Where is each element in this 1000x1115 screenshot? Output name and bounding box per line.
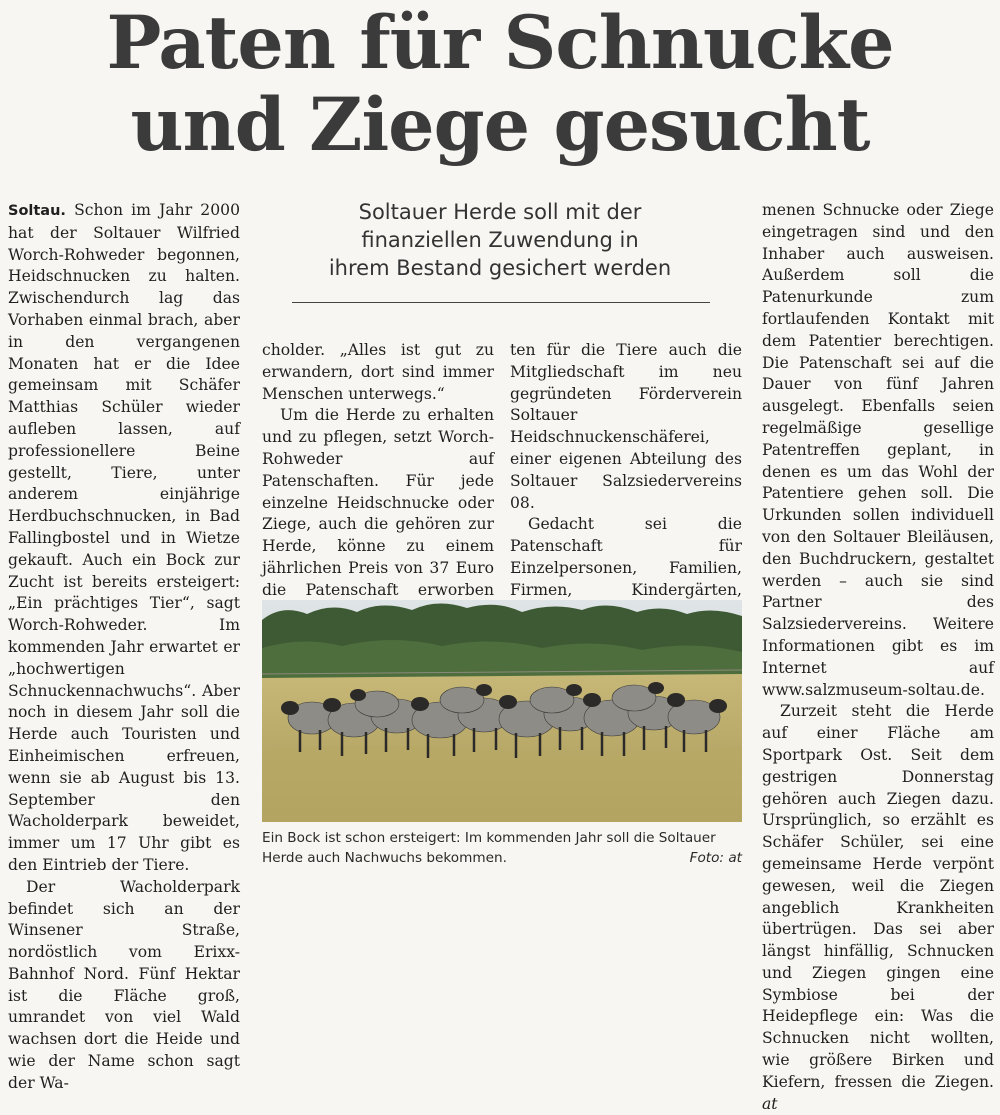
article-paragraph: menen Schnucke oder Ziege eingetragen sind und den Inhaber auch ausweisen. Außerdem soll die Patenurkunde zum fortlaufenden Kontakt mit dem Patentier berechtigen. Die Patenschaft sei auf die Dauer von fünf Jahren ausgelegt. Ebenfalls seien regelmäßige gesellige Patentreffen geplant, in denen es um das Wohl der Patentiere gehen soll. Die Urkunden sollen individuell von den Soltauer Bleiläusen, den Buchdruckern, gestaltet werden – auch sie sind Partner des Salzsiedervereins. Weitere Informationen gibt es im Internet auf www.salzmuseum-soltau.de. bbox=[762, 201, 994, 699]
paragraph-text: Zurzeit steht die Herde auf einer Fläche am Sportpark Ost. Seit dem gestrigen Donnerstag gehören auch Ziegen dazu. Ursprünglich, so erzählt es Schäfer Schüler, sei eine gemeinsame Herde verpönt gewesen, weil die Ziegen angeblich Krankheiten übertrügen. Das sei aber längst hinfällig, Schnucken und Ziegen gingen eine Symbiose bei der Heidepflege ein: Was die Schnucken nicht wollten, wie größere Birken und Kiefern, fressen die Ziegen. bbox=[762, 702, 994, 1091]
subheadline-line-3: ihrem Bestand gesichert werden bbox=[328, 256, 672, 280]
headline-line-2: und Ziege gesucht bbox=[130, 82, 870, 168]
article-column-1 bbox=[8, 200, 240, 1095]
headline-line-1: Paten für Schnucke bbox=[106, 0, 894, 86]
dateline: Soltau. bbox=[8, 203, 66, 219]
article-column-4 bbox=[762, 200, 994, 1115]
subheadline bbox=[290, 198, 710, 282]
photo-credit: Foto: at bbox=[689, 850, 742, 866]
article-paragraph: Gedacht sei die Patenschaft für Einzelpersonen, Familien, Firmen, Kindergärten, bbox=[510, 515, 742, 599]
author-initials: at bbox=[762, 1094, 778, 1113]
subheadline-line-2: finanziellen Zuwendung in bbox=[361, 228, 639, 252]
subheadline-line-1: Soltauer Herde soll mit der bbox=[358, 200, 642, 224]
article-paragraph bbox=[762, 701, 994, 1115]
article-paragraph: Der Wacholderpark befindet sich an der Winsener Straße, nordöstlich vom Erixx-Bahnhof Nord. Fünf Hektar ist die Fläche groß, umrandet von viel Wald wachsen dort die Heide und wie der Name schon sagt der Wa- bbox=[8, 877, 240, 1092]
headline bbox=[0, 2, 1000, 166]
sheep-herd-photo bbox=[262, 600, 742, 822]
article-paragraph: ten für die Tiere auch die Mitgliedschaft im neu gegründeten Förderverein Soltauer Heidschnuckenschäferei, einer eigenen Abteilung des Soltauer Salzsiedervereins 08. bbox=[510, 341, 742, 512]
article-paragraph: cholder. „Alles ist gut zu erwandern, dort sind immer Menschen unterwegs.“ bbox=[262, 341, 494, 403]
article-paragraph: Um die Herde zu erhalten und zu pflegen, setzt Worch-Rohweder auf Patenschaften. Für jede einzelne Heidschnucke oder Ziege, auch die gehören zur Herde, könne zu einem jährlichen Preis von 37 Euro die Patenschaft erworben bbox=[262, 406, 494, 599]
subheadline-divider bbox=[292, 302, 710, 303]
paragraph-text: Schon im Jahr 2000 hat der Soltauer Wilfried Worch-Rohweder begonnen, Heidschnucken zu halten. Zwischendurch lag das Vorhaben einmal brach, aber in den vergangenen Monaten hat er die Idee gemeinsam mit Schäfer Matthias Schüler wieder aufleben lassen, auf professionellere Beine gestellt, Tiere, unter anderem einjährige Herdbuchschnucken, in Bad Fallingbostel und in Wietze gekauft. Auch ein Bock zur Zucht ist bereits ersteigert: „Ein prächtiges Tier“, sagt Worch-Rohweder. Im kommenden Jahr erwartet er „hochwertigen Schnuckennachwuchs“. Aber noch in diesem Jahr soll die Herde auch Touristen und Einheimischen erfreuen, wenn sie ab August bis 13. September den Wacholderpark beweidet, immer um 17 Uhr gibt es den Eintrieb der Tiere. bbox=[8, 201, 240, 874]
caption-text: Ein Bock ist schon ersteigert: Im kommenden Jahr soll die Soltauer Herde auch Nachwuchs bekommen. bbox=[262, 830, 716, 866]
photo-caption bbox=[262, 828, 742, 868]
article-paragraph bbox=[8, 200, 240, 877]
